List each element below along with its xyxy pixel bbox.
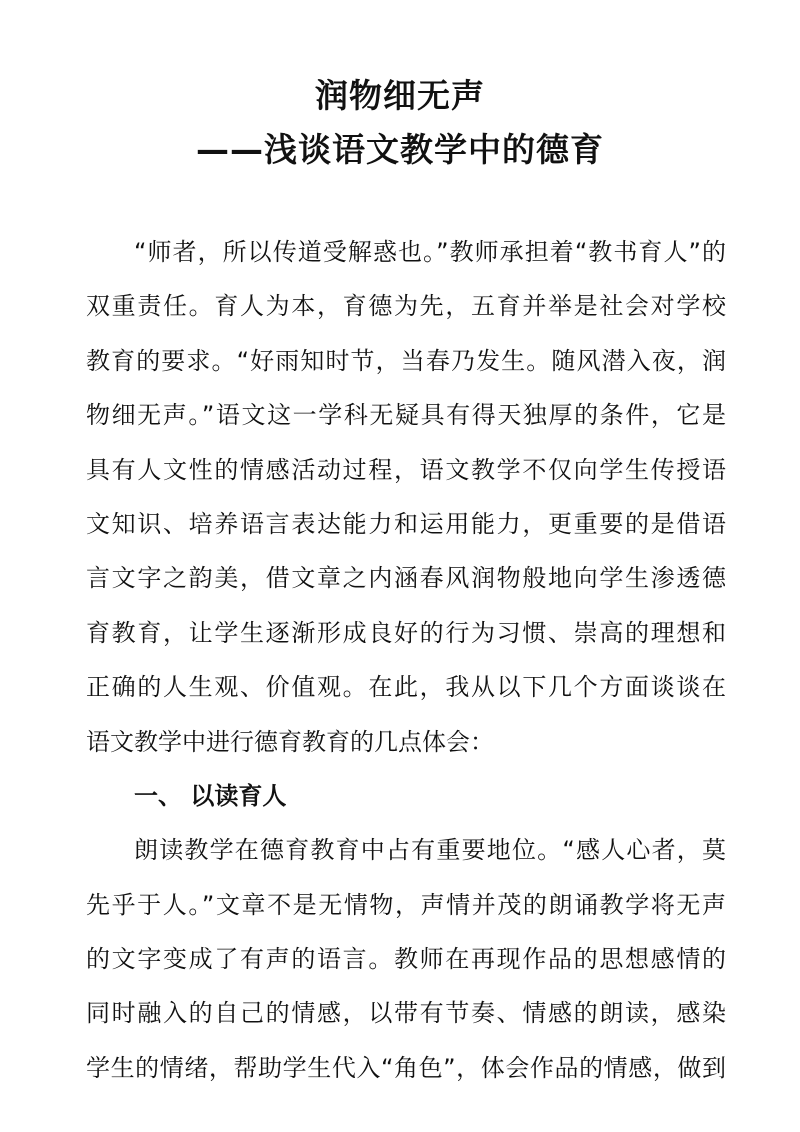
section-heading: 一、 以读育人: [134, 781, 287, 810]
paragraph-1-line: 育教育，让学生逐渐形成良好的行为习惯、崇高的理想和: [86, 618, 726, 647]
paragraph-1-line: “师者，所以传道受解惑也。”教师承担着“教书育人”的: [134, 238, 726, 266]
document-body: [86, 225, 726, 1095]
paragraph-1-line: 文知识、培养语言表达能力和运用能力，更重要的是借语: [86, 509, 726, 538]
paragraph-1-line: 教育的要求。“好雨知时节，当春乃发生。随风潜入夜，润: [86, 346, 726, 375]
paragraph-1-line: 双重责任。育人为本，育德为先，五育并举是社会对学校: [86, 292, 726, 321]
paragraph-2-line: 学生的情绪，帮助学生代入“角色”，体会作品的情感，做到: [86, 1053, 726, 1082]
paragraph-1-line: 正确的人生观、价值观。在此，我从以下几个方面谈谈在: [86, 673, 726, 702]
paragraph-1-line: 语文教学中进行德育教育的几点体会：: [86, 727, 494, 756]
paragraph-1-line: 物细无声。”语文这一学科无疑具有得天独厚的条件，它是: [86, 401, 726, 430]
document-subtitle: ——浅谈语文教学中的德育: [196, 130, 604, 169]
paragraph-2-line: 先乎于人。”文章不是无情物，声情并茂的朗诵教学将无声: [86, 890, 726, 919]
paragraph-2-line: 同时融入的自己的情感，以带有节奏、情感的朗读，感染: [86, 999, 726, 1028]
paragraph-1-line: 言文字之韵美，借文章之内涵春风润物般地向学生渗透德: [86, 564, 726, 593]
paragraph-1-line: 具有人文性的情感活动过程，语文教学不仅向学生传授语: [86, 455, 726, 484]
document-title: 润物细无声: [315, 76, 485, 115]
paragraph-2-line: 朗读教学在德育教育中占有重要地位。“感人心者，莫: [134, 836, 726, 865]
title-block: [0, 70, 800, 178]
paragraph-2-line: 的文字变成了有声的语言。教师在再现作品的思想感情的: [86, 945, 726, 974]
